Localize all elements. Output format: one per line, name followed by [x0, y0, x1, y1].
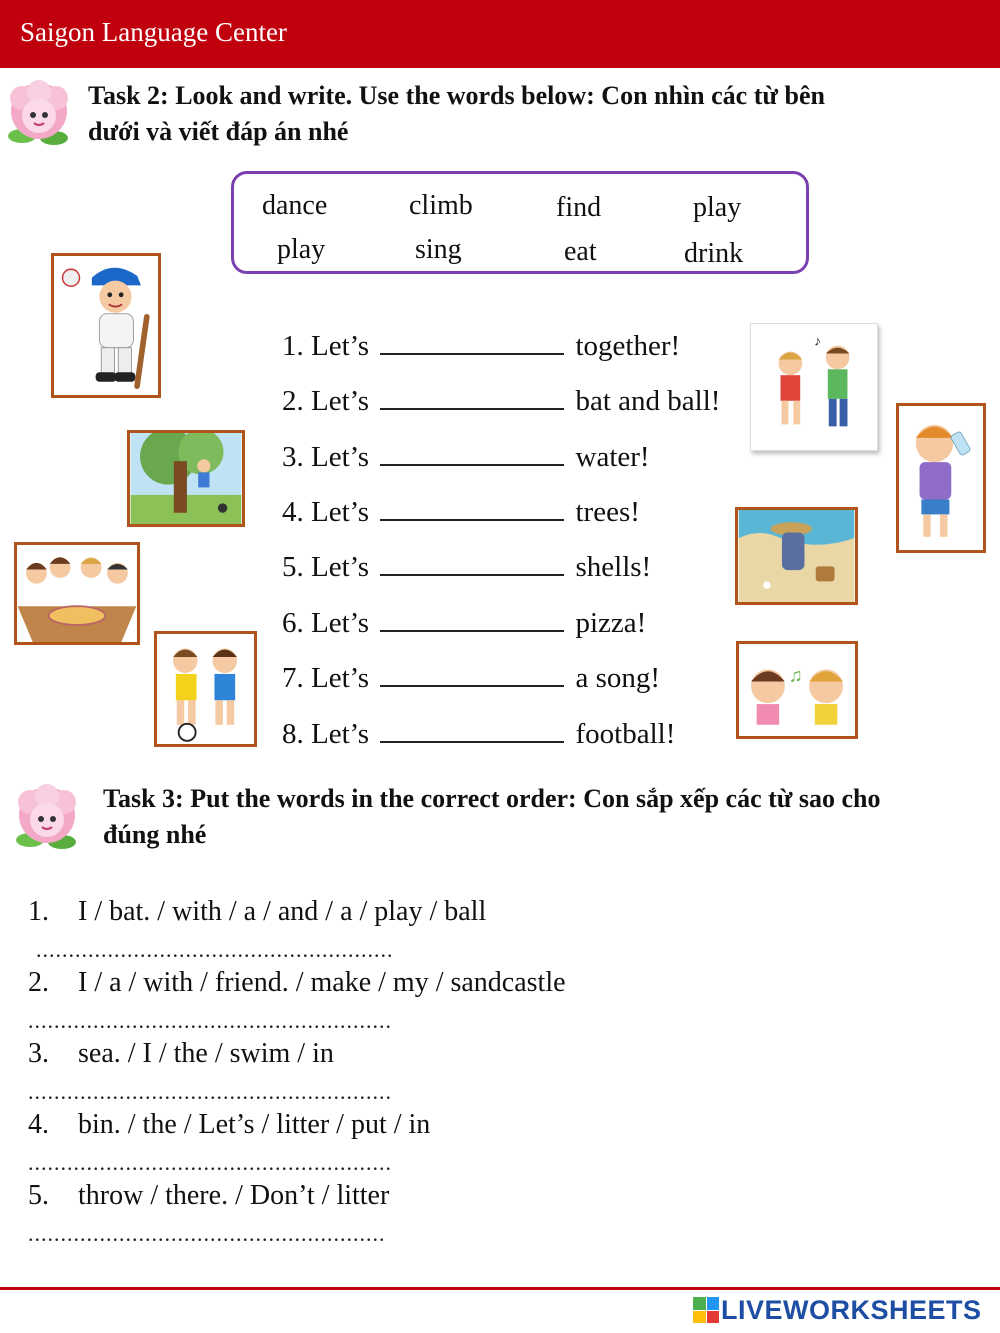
scrambled-words: I / bat. / with / a / and / a / play / ball: [78, 896, 487, 927]
item-number: 2.: [28, 967, 49, 998]
task3-heading: [103, 781, 881, 853]
exercise-sentence: [282, 607, 646, 640]
exercise-sentence: [282, 330, 680, 363]
answer-line[interactable]: ........................................................: [28, 1079, 392, 1104]
word-bank-word: find: [556, 192, 602, 223]
answer-line[interactable]: ........................................................: [28, 1008, 392, 1033]
word-bank-word: eat: [564, 236, 597, 267]
sentence-suffix: bat and ball!: [575, 385, 721, 417]
task3-heading-line: Task 3: Put the words in the correct order: Con sắp xếp các từ sao cho: [103, 784, 881, 813]
boy-baseball-picture: [51, 253, 161, 398]
exercise-sentence: [282, 441, 650, 474]
answer-blank[interactable]: [380, 444, 564, 466]
climbing-tree-picture: [127, 430, 245, 527]
sentence-prefix: 3. Let’s: [282, 441, 369, 473]
sentence-prefix: 1. Let’s: [282, 330, 369, 362]
sentence-prefix: 5. Let’s: [282, 551, 369, 583]
answer-blank[interactable]: [380, 499, 564, 521]
liveworksheets-mark-icon: [693, 1297, 719, 1323]
word-bank-word: drink: [684, 238, 744, 269]
svg-text:♪: ♪: [814, 333, 821, 349]
sentence-prefix: 4. Let’s: [282, 496, 369, 528]
word-bank-word: sing: [415, 234, 462, 265]
svg-text:♫: ♫: [788, 665, 803, 687]
sentence-prefix: 2. Let’s: [282, 385, 369, 417]
answer-blank[interactable]: [380, 610, 564, 632]
flower-mascot-icon: [2, 78, 76, 148]
scrambled-words: sea. / I / the / swim / in: [78, 1038, 334, 1069]
item-number: 1.: [28, 896, 49, 927]
task3-heading-line: đúng nhé: [103, 820, 207, 849]
sentence-suffix: a song!: [575, 662, 661, 694]
answer-blank[interactable]: [380, 554, 564, 576]
boy-drinking-picture: [896, 403, 986, 553]
task2-heading: [88, 78, 825, 150]
exercise-sentence: [282, 385, 720, 418]
item-number: 5.: [28, 1180, 49, 1211]
children-dancing-picture: [750, 323, 878, 451]
answer-blank[interactable]: [380, 721, 564, 743]
exercise-sentence: [282, 496, 640, 529]
sentence-suffix: together!: [575, 330, 681, 362]
scrambled-words: throw / there. / Don’t / litter: [78, 1180, 390, 1211]
sentence-suffix: football!: [575, 718, 676, 750]
word-bank-word: climb: [409, 190, 473, 221]
footer-divider: [0, 1287, 1000, 1290]
task2-heading-line: Task 2: Look and write. Use the words below: Con nhìn các từ bên: [88, 81, 825, 110]
exercise-sentence: [282, 551, 651, 584]
sentence-suffix: shells!: [575, 551, 652, 583]
sentence-prefix: 7. Let’s: [282, 662, 369, 694]
boys-football-picture: [154, 631, 257, 747]
header-bar: [0, 0, 1000, 68]
sentence-prefix: 6. Let’s: [282, 607, 369, 639]
scrambled-words: bin. / the / Let’s / litter / put / in: [78, 1109, 431, 1140]
header-title: Saigon Language Center: [20, 17, 287, 47]
exercise-sentence: [282, 662, 660, 695]
liveworksheets-logo: [693, 1294, 982, 1326]
item-number: 3.: [28, 1038, 49, 1069]
sentence-suffix: pizza!: [575, 607, 647, 639]
task2-heading-line: dưới và viết đáp án nhé: [88, 117, 349, 146]
item-number: 4.: [28, 1109, 49, 1140]
answer-line[interactable]: ........................................................: [28, 1150, 392, 1175]
word-bank-word: dance: [262, 190, 328, 221]
flower-mascot-icon: [10, 782, 84, 852]
scrambled-words: I / a / with / friend. / make / my / sandcastle: [78, 967, 566, 998]
answer-blank[interactable]: [380, 665, 564, 687]
answer-blank[interactable]: [380, 388, 564, 410]
word-bank-word: play: [277, 234, 326, 265]
exercise-sentence: [282, 718, 675, 751]
sentence-prefix: 8. Let’s: [282, 718, 369, 750]
sentence-suffix: trees!: [575, 496, 640, 528]
liveworksheets-logo-text: LIVEWORKSHEETS: [721, 1294, 982, 1325]
answer-blank[interactable]: [380, 333, 564, 355]
word-bank-word: play: [693, 192, 742, 223]
answer-line[interactable]: .......................................................: [28, 1221, 386, 1246]
answer-line[interactable]: .......................................................: [36, 937, 394, 962]
sentence-suffix: water!: [575, 441, 650, 473]
eating-pizza-picture: [14, 542, 140, 645]
finding-shells-picture: [735, 507, 858, 605]
kids-singing-picture: [736, 641, 858, 739]
